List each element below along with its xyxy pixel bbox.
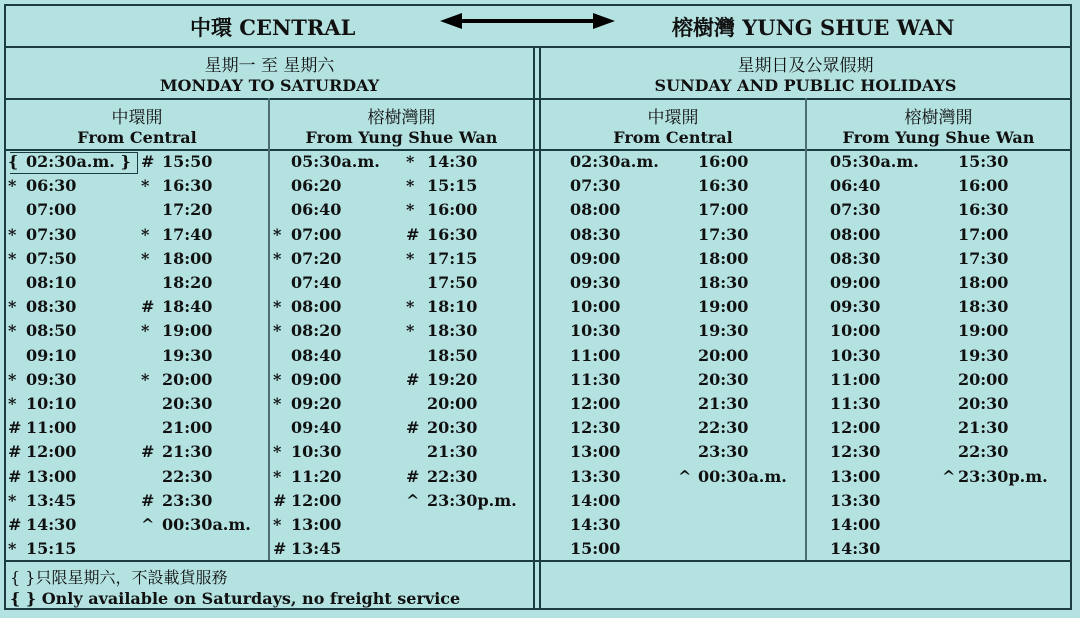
note-mark: ^	[406, 490, 420, 510]
departure-time: 18:30	[958, 297, 1009, 317]
departure-time: 21:30	[162, 442, 213, 462]
departure-time: 18:00	[162, 248, 213, 268]
departure-time: 09:00	[570, 248, 621, 268]
departure-time: 14:30	[427, 152, 478, 171]
note-mark: ^	[942, 466, 956, 486]
timetable-row	[816, 174, 1076, 198]
departure-time: 11:00	[26, 418, 77, 438]
departure-time: 06:40	[830, 176, 881, 196]
timetable-row	[552, 489, 812, 513]
departure-time: 00:30a.m.	[698, 466, 787, 486]
note-mark: #	[406, 224, 420, 244]
departure-time: 22:30	[427, 466, 478, 486]
timetable-row	[273, 150, 533, 174]
timetable-row	[273, 174, 533, 198]
departure-time: 05:30a.m.	[830, 152, 919, 171]
timetable-row	[816, 513, 1076, 537]
timetable-row	[552, 368, 812, 392]
departure-time: 23:30	[698, 442, 749, 462]
departure-time: 06:40	[291, 200, 342, 220]
timetable-row	[552, 271, 812, 295]
timetable-row	[8, 319, 268, 343]
departure-time: 16:30	[698, 176, 749, 196]
departure-time: 12:00	[830, 418, 881, 438]
timetable-row	[552, 392, 812, 416]
departure-time: 22:30	[958, 442, 1009, 462]
departure-time: 11:20	[291, 466, 342, 486]
departure-time: 15:00	[570, 539, 621, 559]
note-mark: #	[141, 442, 155, 462]
departure-time: 08:10	[26, 273, 77, 292]
departure-time: 08:20	[291, 321, 342, 341]
timetable-row	[552, 174, 812, 198]
departure-time: 09:30	[830, 297, 881, 317]
departure-time: 18:00	[698, 248, 749, 268]
timetable-row	[273, 416, 533, 440]
departure-time: 16:30	[427, 224, 478, 244]
departure-time: 18:40	[162, 297, 213, 317]
timetable-row	[8, 489, 268, 513]
departure-time: 07:20	[291, 248, 342, 268]
timetable-row	[8, 368, 268, 392]
note-mark: *	[8, 539, 17, 559]
weekday-from-central-en: From Central	[77, 128, 197, 147]
departure-time: 07:30	[570, 176, 621, 196]
note-mark: *	[141, 176, 150, 196]
departure-time: 12:00	[26, 442, 77, 462]
timetable-row	[273, 198, 533, 222]
departure-time: 13:30	[570, 466, 621, 486]
timetable-row	[816, 392, 1076, 416]
departure-time: 07:30	[830, 200, 881, 220]
timetable-row	[552, 465, 812, 489]
timetable-row	[816, 198, 1076, 222]
departure-time: 08:30	[830, 248, 881, 268]
note-mark: *	[8, 297, 17, 317]
departure-time: 15:15	[26, 539, 77, 559]
timetable-row	[816, 247, 1076, 271]
note-mark: *	[406, 248, 415, 268]
departure-time: 17:50	[427, 273, 478, 292]
timetable-row	[8, 247, 268, 271]
departure-time: 09:10	[26, 345, 77, 365]
footnote-en: { } Only available on Saturdays, no freight service	[10, 589, 461, 608]
timetable-row	[552, 247, 812, 271]
timetable-row	[816, 440, 1076, 464]
timetable-row	[8, 440, 268, 464]
footnote-zh: { }只限星期六，不設載貨服務	[10, 568, 228, 587]
note-mark: *	[8, 321, 17, 341]
note-mark: ^	[141, 515, 155, 534]
note-mark: *	[8, 224, 17, 244]
note-mark: {	[8, 152, 19, 171]
note-mark: *	[141, 248, 150, 268]
departure-time: 18:30	[698, 273, 749, 292]
note-mark: *	[273, 369, 282, 389]
departure-time: 09:40	[291, 418, 342, 438]
departure-time: 13:00	[830, 466, 881, 486]
note-mark: *	[8, 369, 17, 389]
departure-time: 20:00	[958, 369, 1009, 389]
timetable-row	[816, 295, 1076, 319]
weekday-heading-en: MONDAY TO SATURDAY	[159, 76, 380, 95]
timetable-row	[8, 392, 268, 416]
timetable-row	[8, 198, 268, 222]
departure-time: 17:15	[427, 248, 478, 268]
timetable-row	[8, 223, 268, 247]
note-mark: *	[141, 321, 150, 341]
holiday-from-ysw-zh: 榕樹灣開	[904, 108, 973, 128]
departure-time: 18:50	[427, 345, 478, 365]
departure-time: 21:00	[162, 418, 213, 438]
departure-time: 18:00	[958, 273, 1009, 292]
note-mark: *	[8, 248, 17, 268]
note-mark: *	[406, 200, 415, 220]
departure-time: 14:00	[830, 515, 881, 534]
center-divider	[533, 46, 535, 610]
holiday-heading-zh: 星期日及公眾假期	[737, 56, 874, 76]
note-mark: #	[141, 152, 155, 171]
note-mark: *	[273, 442, 282, 462]
weekday-from-ysw-en: From Yung Shue Wan	[305, 128, 498, 147]
holiday-from-central-en: From Central	[613, 128, 733, 147]
timetable-row	[8, 150, 268, 174]
note-mark: *	[273, 297, 282, 317]
departure-time: 15:30	[958, 152, 1009, 171]
timetable-row	[273, 440, 533, 464]
departure-time: 19:30	[698, 321, 749, 341]
timetable-row	[273, 537, 533, 561]
departure-time: 07:50	[26, 248, 77, 268]
note-mark: #	[8, 442, 22, 462]
weekday-heading-zh: 星期一 至 星期六	[204, 56, 335, 76]
departure-time: 08:00	[291, 297, 342, 317]
note-mark: *	[8, 490, 17, 510]
departure-time: 14:30	[830, 539, 881, 559]
departure-time: 23:30p.m.	[958, 466, 1048, 486]
timetable-row	[8, 174, 268, 198]
departure-time: 12:30	[570, 418, 621, 438]
departure-time: 23:30p.m.	[427, 490, 517, 510]
departure-time: 13:45	[26, 490, 77, 510]
departure-time: 17:00	[958, 224, 1009, 244]
departure-time: 07:00	[26, 200, 77, 220]
departure-time: 07:00	[291, 224, 342, 244]
departure-time: 09:20	[291, 394, 342, 413]
departure-time: 12:30	[830, 442, 881, 462]
timetable-row	[273, 247, 533, 271]
departure-time: 16:00	[958, 176, 1009, 196]
note-mark: *	[141, 224, 150, 244]
departure-time: 00:30a.m.	[162, 515, 251, 534]
note-mark: *	[273, 466, 282, 486]
timetable-row	[273, 319, 533, 343]
timetable-row	[8, 271, 268, 295]
double-arrow-icon	[440, 11, 615, 31]
timetable-row	[552, 150, 812, 174]
timetable-row	[552, 537, 812, 561]
departure-time: 11:00	[830, 369, 881, 389]
departure-time: 13:00	[570, 442, 621, 462]
departure-time: 18:20	[162, 273, 213, 292]
note-mark: *	[273, 394, 282, 413]
departure-time: 16:30	[958, 200, 1009, 220]
timetable-row	[8, 344, 268, 368]
departure-time: 17:20	[162, 200, 213, 220]
departure-time: 17:30	[698, 224, 749, 244]
departure-time: 20:00	[698, 345, 749, 365]
departure-time: 10:00	[570, 297, 621, 317]
departure-time: 22:30	[162, 466, 213, 486]
note-mark: *	[273, 224, 282, 244]
timetable-row	[816, 223, 1076, 247]
departure-time: 06:30	[26, 176, 77, 196]
departure-time: 21:30	[698, 394, 749, 413]
note-mark: *	[406, 297, 415, 317]
departure-time: 14:30	[26, 515, 77, 534]
timetable-row	[273, 392, 533, 416]
departure-time: 08:40	[291, 345, 342, 365]
note-mark: #	[406, 369, 420, 389]
departure-time: 20:30	[162, 394, 213, 413]
departure-time: 23:30	[162, 490, 213, 510]
timetable-row	[552, 319, 812, 343]
timetable-row	[552, 440, 812, 464]
departure-time: 07:30	[26, 224, 77, 244]
departure-time: 20:00	[162, 369, 213, 389]
timetable-row	[816, 489, 1076, 513]
departure-time: 15:15	[427, 176, 478, 196]
departure-time: 12:00	[291, 490, 342, 510]
departure-time: 09:00	[291, 369, 342, 389]
weekday-col-divider	[268, 98, 270, 560]
departure-time: 10:00	[830, 321, 881, 341]
departure-time: 10:30	[830, 345, 881, 365]
note-mark: #	[8, 466, 22, 486]
departure-time: 19:30	[162, 345, 213, 365]
note-mark: #	[273, 539, 287, 559]
note-mark: *	[406, 176, 415, 196]
yung-shue-wan-title: 榕樹灣 YUNG SHUE WAN	[672, 15, 955, 40]
departure-time: 02:30a.m.	[570, 152, 659, 171]
note-mark: #	[8, 515, 22, 534]
departure-time: 18:10	[427, 297, 478, 317]
note-mark: #	[8, 418, 22, 438]
note-mark: *	[8, 394, 17, 413]
departure-time: 13:00	[26, 466, 77, 486]
timetable-row	[8, 513, 268, 537]
departure-time: 12:00	[570, 394, 621, 413]
timetable-row	[8, 416, 268, 440]
departure-time: 13:45	[291, 539, 342, 559]
departure-time: 20:30	[698, 369, 749, 389]
note-mark: ^	[678, 466, 692, 486]
note-mark: *	[273, 248, 282, 268]
timetable-row	[552, 416, 812, 440]
departure-time: 14:00	[570, 490, 621, 510]
note-mark: #	[406, 418, 420, 438]
timetable-row	[8, 295, 268, 319]
note-mark: *	[273, 515, 282, 534]
section-divider	[4, 98, 1072, 100]
departure-time: 10:10	[26, 394, 77, 413]
holiday-from-central-zh: 中環開	[647, 108, 699, 128]
timetable-row	[552, 344, 812, 368]
departure-time: 20:30	[427, 418, 478, 438]
timetable-row	[816, 537, 1076, 561]
departure-time: 10:30	[291, 442, 342, 462]
departure-time: 17:00	[698, 200, 749, 220]
timetable-row	[273, 513, 533, 537]
timetable-row	[552, 198, 812, 222]
holiday-from-ysw-en: From Yung Shue Wan	[842, 128, 1035, 147]
departure-time: 09:30	[26, 369, 77, 389]
departure-time: 07:40	[291, 273, 342, 292]
note-mark: #	[141, 490, 155, 510]
weekday-from-ysw-zh: 榕樹灣開	[367, 108, 436, 128]
timetable-row	[273, 368, 533, 392]
departure-time: 11:30	[830, 394, 881, 413]
departure-time: 08:00	[830, 224, 881, 244]
note-mark: #	[141, 297, 155, 317]
timetable-row	[552, 513, 812, 537]
timetable-row	[816, 150, 1076, 174]
timetable-row	[273, 295, 533, 319]
departure-time: 19:00	[162, 321, 213, 341]
timetable-row	[816, 344, 1076, 368]
timetable-row	[816, 271, 1076, 295]
departure-time: 11:30	[570, 369, 621, 389]
departure-time: 20:30	[958, 394, 1009, 413]
departure-time: 20:00	[427, 394, 478, 413]
departure-time: 09:30	[570, 273, 621, 292]
departure-time: 22:30	[698, 418, 749, 438]
weekday-from-central-zh: 中環開	[111, 108, 163, 128]
timetable-row	[273, 344, 533, 368]
departure-time: 17:40	[162, 224, 213, 244]
departure-time: 14:30	[570, 515, 621, 534]
note-mark: *	[406, 152, 415, 171]
timetable-row	[273, 489, 533, 513]
departure-time: 10:30	[570, 321, 621, 341]
note-mark: *	[273, 321, 282, 341]
timetable-row	[273, 223, 533, 247]
departure-time: 02:30a.m. }	[26, 152, 131, 171]
departure-time: 21:30	[427, 442, 478, 462]
departure-time: 08:50	[26, 321, 77, 341]
departure-time: 13:30	[830, 490, 881, 510]
departure-time: 16:00	[427, 200, 478, 220]
note-mark: *	[406, 321, 415, 341]
note-mark: #	[273, 490, 287, 510]
departure-time: 19:00	[698, 297, 749, 317]
timetable-row	[552, 223, 812, 247]
timetable-row	[273, 465, 533, 489]
departure-time: 09:00	[830, 273, 881, 292]
departure-time: 18:30	[427, 321, 478, 341]
departure-time: 15:50	[162, 152, 213, 171]
timetable-row	[8, 537, 268, 561]
departure-time: 13:00	[291, 515, 342, 534]
departure-time: 17:30	[958, 248, 1009, 268]
note-mark: #	[406, 466, 420, 486]
timetable-row	[8, 465, 268, 489]
departure-time: 19:00	[958, 321, 1009, 341]
departure-time: 08:30	[570, 224, 621, 244]
holiday-heading-en: SUNDAY AND PUBLIC HOLIDAYS	[654, 76, 957, 95]
departure-time: 19:30	[958, 345, 1009, 365]
departure-time: 08:00	[570, 200, 621, 220]
departure-time: 16:30	[162, 176, 213, 196]
timetable-row	[816, 465, 1076, 489]
departure-time: 21:30	[958, 418, 1009, 438]
departure-time: 19:20	[427, 369, 478, 389]
departure-time: 08:30	[26, 297, 77, 317]
departure-time: 11:00	[570, 345, 621, 365]
note-mark: *	[8, 176, 17, 196]
timetable-row	[552, 295, 812, 319]
departure-time: 16:00	[698, 152, 749, 171]
timetable-row	[816, 416, 1076, 440]
title-divider	[4, 46, 1072, 48]
timetable-row	[816, 368, 1076, 392]
timetable-row	[273, 271, 533, 295]
timetable-row	[816, 319, 1076, 343]
departure-time: 06:20	[291, 176, 342, 196]
departure-time: 05:30a.m.	[291, 152, 380, 171]
note-mark: *	[141, 369, 150, 389]
central-title: 中環 CENTRAL	[190, 15, 356, 40]
